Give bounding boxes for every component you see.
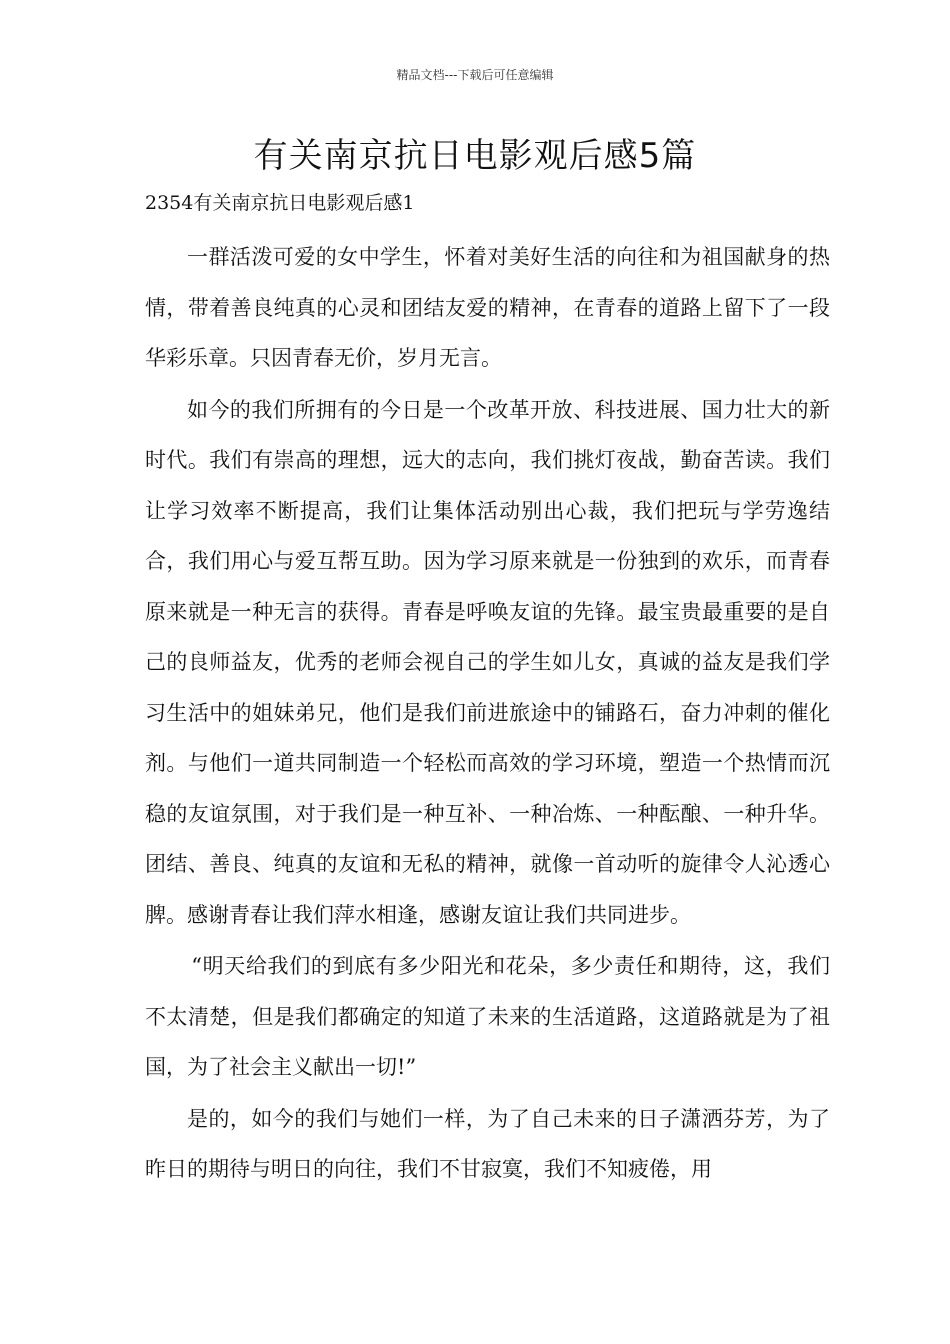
paragraph: 如今的我们所拥有的今日是一个改革开放、科技进展、国力壮大的新时代。我们有崇高的理想，远大的志向，我们挑灯夜战，勤奋苦读。我们让学习效率不断提高，我们让集体活动别出心裁，我们把玩与学劳逸结合，我们用心与爱互帮互助。因为学习原来就是一份独到的欢乐，而青春原来就是一种无言的获得。青春是呼唤友谊的先锋。最宝贵最重要的是自己的良师益友，优秀的老师会视自己的学生如儿女，真诚的益友是我们学习生活中的姐妹弟兄，他们是我们前进旅途中的铺路石，奋力冲刺的催化剂。与他们一道共同制造一个轻松而高效的学习环境，塑造一个热情而沉稳的友谊氛围，对于我们是一种互补、一种冶炼、一种酝酿、一种升华。团结、善良、纯真的友谊和无私的精神，就像一首动听的旋律令人沁透心脾。感谢青春让我们萍水相逢，感谢友谊让我们共同进步。 bbox=[145, 397, 830, 927]
paragraph: 是的，如今的我们与她们一样，为了自己未来的日子潇洒芬芳，为了昨日的期待与明日的向往，我们不甘寂寞，我们不知疲倦，用 bbox=[145, 1106, 830, 1181]
header-note: 精品文档---下载后可任意编辑 bbox=[396, 68, 554, 82]
document-title: 有关南京抗日电影观后感5篇 bbox=[253, 136, 697, 176]
paragraph: 一群活泼可爱的女中学生，怀着对美好生活的向往和为祖国献身的热情，带着善良纯真的心灵和团结友爱的精神，在青春的道路上留下了一段华彩乐章。只因青春无价，岁月无言。 bbox=[145, 245, 830, 370]
quote-paragraph: “明天给我们的到底有多少阳光和花朵，多少责任和期待，这，我们不太清楚，但是我们都确定的知道了未来的生活道路，这道路就是为了祖国，为了社会主义献出一切!” bbox=[145, 954, 830, 1079]
section-subtitle: 2354有关南京抗日电影观后感1 bbox=[145, 192, 415, 214]
document-body bbox=[145, 232, 830, 1196]
